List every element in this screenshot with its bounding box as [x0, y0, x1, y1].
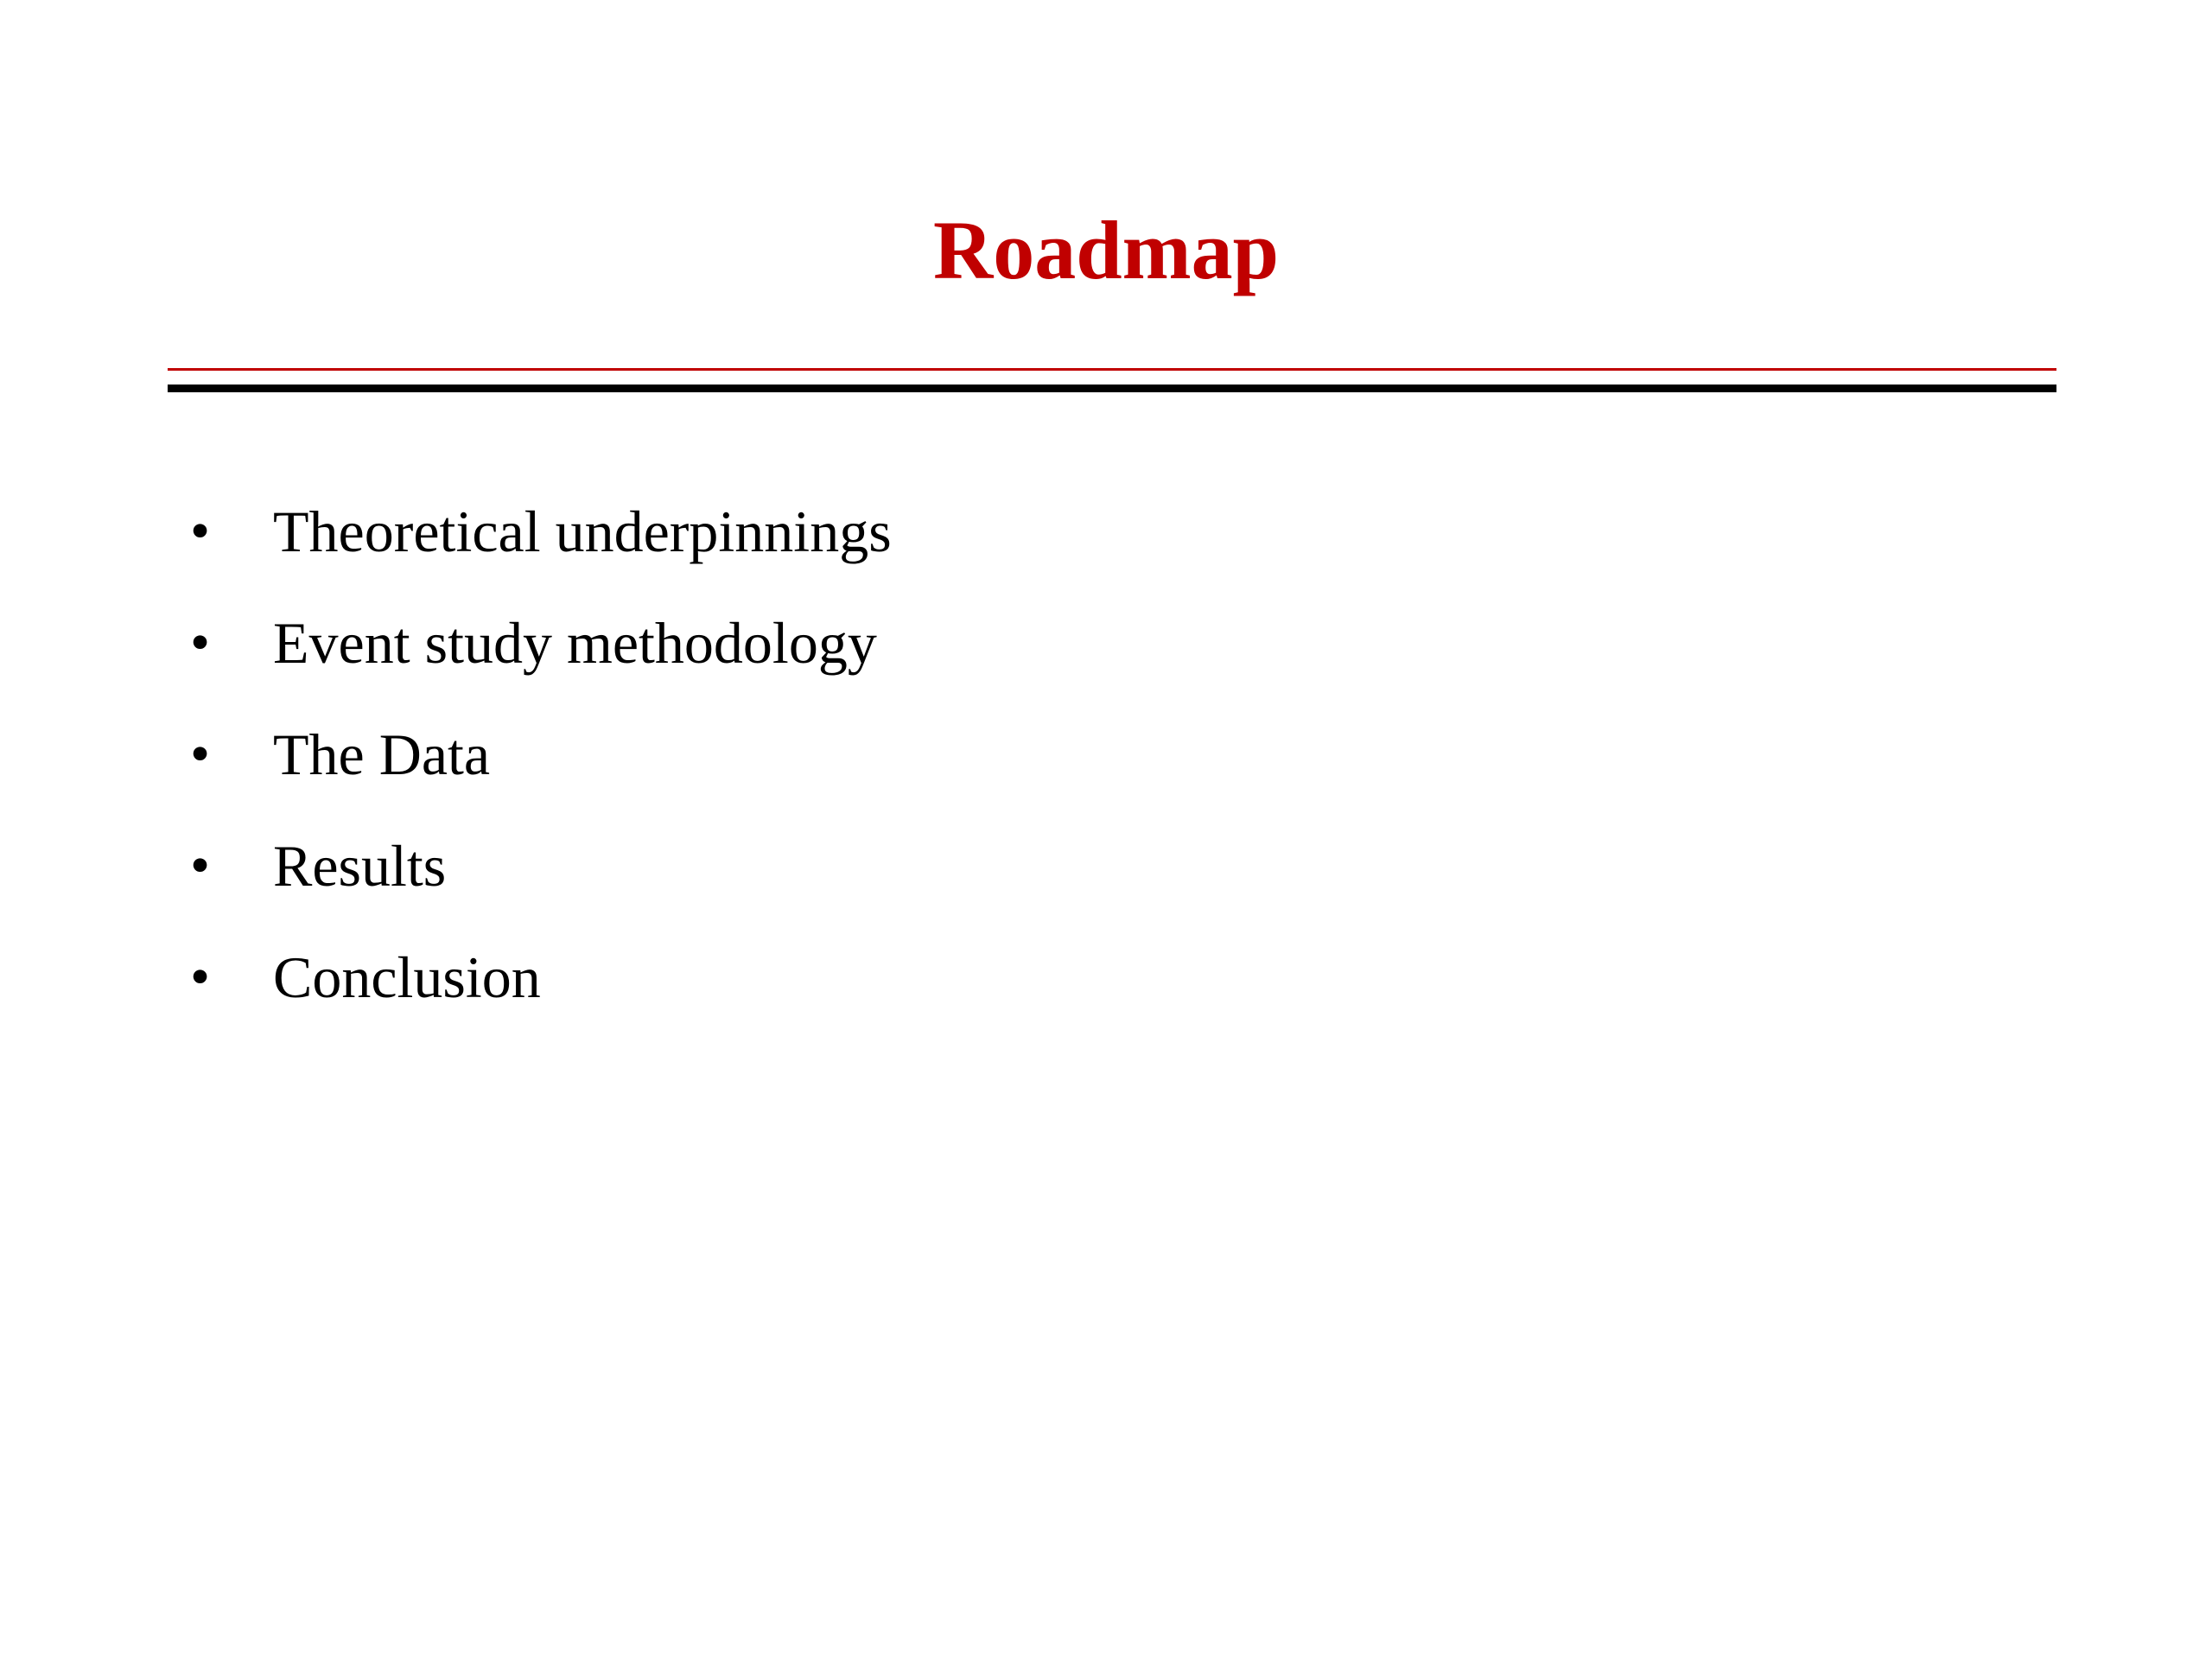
bullet-icon: •: [190, 834, 211, 897]
list-item: [0, 604, 1210, 715]
list-item-label: The Data: [273, 721, 491, 787]
list-item: [0, 715, 1210, 827]
title-divider-red: [168, 368, 2056, 371]
slide-title: Roadmap: [932, 204, 1280, 296]
bullet-list: [0, 493, 1210, 1050]
bullet-icon: •: [190, 611, 211, 674]
title-divider-black: [168, 385, 2056, 392]
list-item-label: Event study methodology: [273, 610, 877, 676]
list-item-label: Results: [273, 833, 447, 899]
list-item: [0, 493, 1210, 604]
bullet-icon: •: [190, 499, 211, 563]
list-item: [0, 827, 1210, 938]
bullet-icon: •: [190, 722, 211, 785]
list-item: [0, 938, 1210, 1050]
list-item-label: Conclusion: [273, 944, 541, 1010]
list-item-label: Theoretical underpinnings: [273, 499, 892, 564]
bullet-icon: •: [190, 945, 211, 1008]
